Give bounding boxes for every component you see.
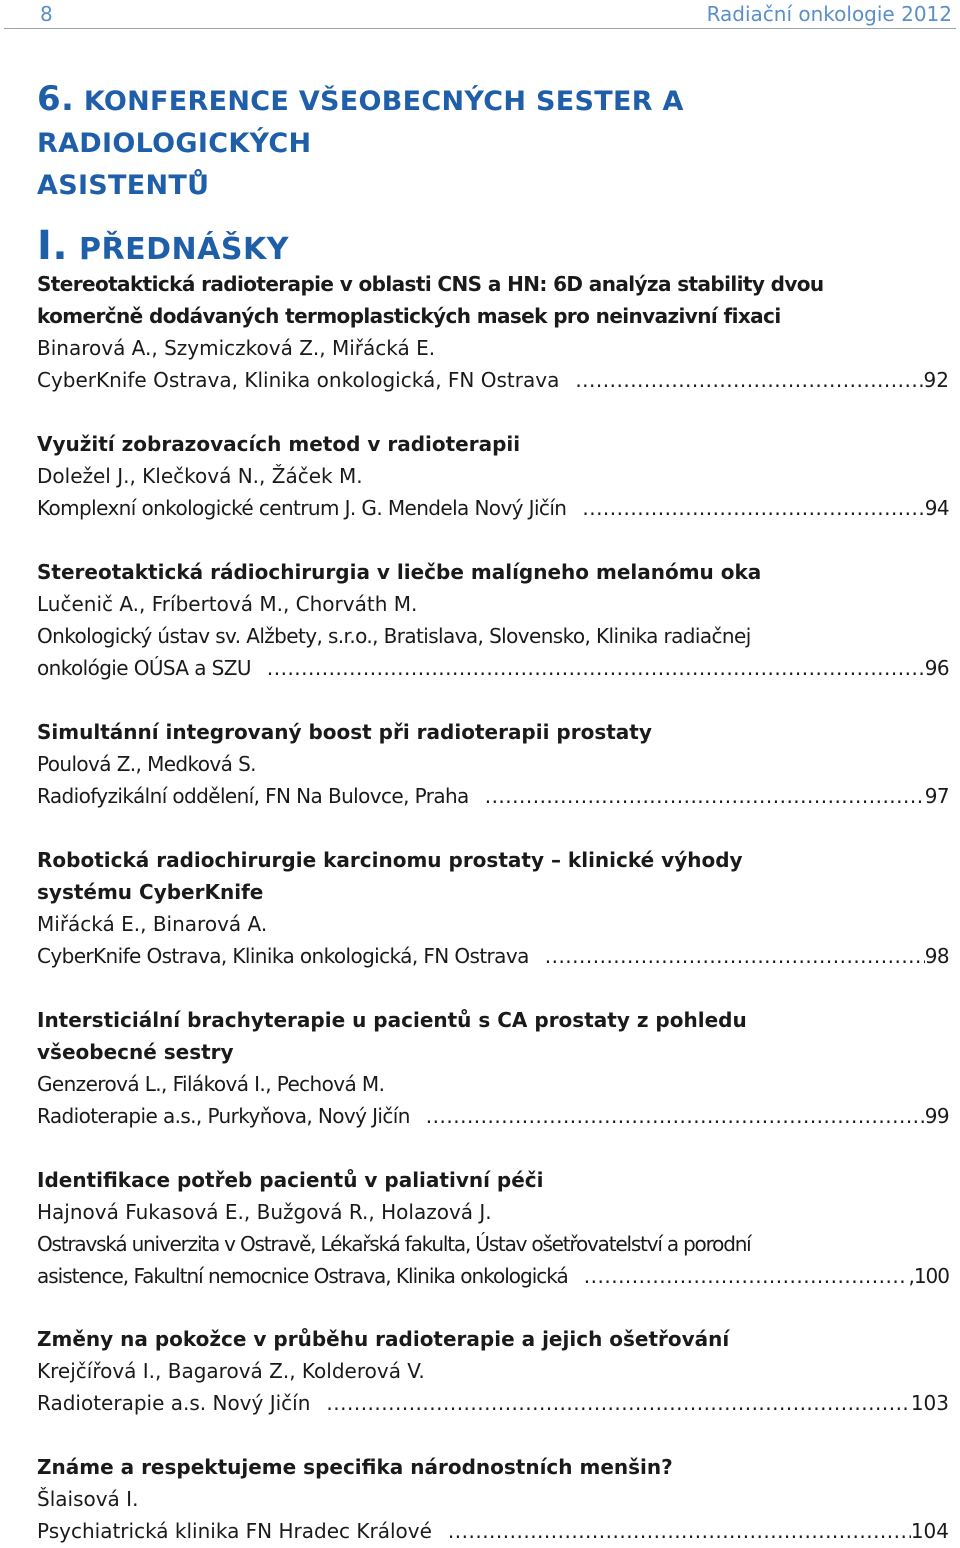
entry-affiliation-row	[37, 492, 949, 524]
toc-entry[interactable]	[37, 716, 949, 812]
entry-affiliation-row	[37, 1260, 949, 1292]
toc-entry[interactable]	[37, 268, 949, 396]
entry-affiliation-row	[37, 780, 949, 812]
entry-affiliation: CyberKnife Ostrava, Klinika onkologická, FN Ostrava	[37, 944, 529, 968]
entry-title: Změny na pokožce v průběhu radioterapie a jejich ošetřování	[37, 1327, 730, 1351]
entry-page[interactable]: 104	[910, 1519, 949, 1543]
toc-entry[interactable]	[37, 556, 949, 684]
conference-number: 6.	[37, 79, 75, 119]
conference-title-line2: ASISTENTŮ	[37, 170, 210, 201]
toc-entry[interactable]	[37, 844, 949, 972]
leader-dots	[267, 652, 925, 684]
entry-affiliation: Onkologický ústav sv. Alžbety, s.r.o., Bratislava, Slovensko, Klinika radiačnej	[37, 624, 751, 648]
entry-page[interactable]: 98	[924, 944, 949, 968]
leader-dots	[545, 940, 925, 972]
entry-affiliation: Radiofyzikální oddělení, FN Na Bulovce, Praha	[37, 784, 469, 808]
entry-affiliation: Radioterapie a.s., Purkyňova, Nový Jičín	[37, 1104, 410, 1128]
toc-entry[interactable]	[37, 1164, 949, 1292]
entry-title: Stereotaktická radioterapie v oblasti CNS a HN: 6D analýza stability dvou	[37, 272, 824, 296]
section-number: I.	[37, 223, 69, 269]
entry-title: systému CyberKnife	[37, 880, 264, 904]
entry-affiliation: CyberKnife Ostrava, Klinika onkologická, FN Ostrava	[37, 368, 560, 392]
toc-entry[interactable]	[37, 1004, 949, 1132]
entry-page[interactable]: ,100	[908, 1264, 949, 1288]
toc-entry[interactable]	[37, 428, 949, 524]
entry-title: Využití zobrazovacích metod v radioterapii	[37, 432, 521, 456]
entry-authors: Miřácká E., Binarová A.	[37, 912, 268, 936]
conference-title-line1: KONFERENCE VŠEOBECNÝCH SESTER A RADIOLOGICKÝCH	[37, 86, 684, 159]
entry-page[interactable]: 97	[924, 784, 949, 808]
entry-affiliation-row	[37, 364, 949, 396]
entry-page[interactable]: 94	[924, 496, 949, 520]
entry-page[interactable]: 99	[924, 1104, 949, 1128]
entry-affiliation: Komplexní onkologické centrum J. G. Mendela Nový Jičín	[37, 496, 567, 520]
entry-affiliation-row	[37, 1100, 949, 1132]
leader-dots	[448, 1515, 911, 1547]
entry-title: Intersticiální brachyterapie u pacientů s CA prostaty z pohledu	[37, 1008, 747, 1032]
conference-title	[37, 78, 937, 207]
toc-entry[interactable]	[37, 1323, 949, 1419]
section-title-text: PŘEDNÁŠKY	[79, 232, 289, 267]
leader-dots	[426, 1100, 925, 1132]
toc-entry[interactable]	[37, 1451, 949, 1547]
leader-dots	[575, 364, 923, 396]
entry-page[interactable]: 103	[910, 1391, 949, 1415]
entry-affiliation-row	[37, 940, 949, 972]
page-number: 8	[40, 2, 53, 26]
entry-affiliation-row	[37, 1387, 949, 1419]
leader-dots	[485, 780, 925, 812]
page-header	[0, 0, 960, 30]
entry-authors: Krejčířová I., Bagarová Z., Kolderová V.	[37, 1359, 425, 1383]
leader-dots	[582, 492, 924, 524]
entry-authors: Genzerová L., Filáková I., Pechová M.	[37, 1072, 385, 1096]
entry-title: Identifikace potřeb pacientů v paliativní péči	[37, 1168, 544, 1192]
entry-authors: Binarová A., Szymiczková Z., Miřácká E.	[37, 336, 436, 360]
entry-page[interactable]: 92	[923, 368, 949, 392]
entry-affiliation: Psychiatrická klinika FN Hradec Králové	[37, 1519, 432, 1543]
entry-title: komerčně dodávaných termoplastických masek pro neinvazivní fixaci	[37, 304, 781, 328]
entry-authors: Lučenič A., Fríbertová M., Chorváth M.	[37, 592, 418, 616]
entry-title: všeobecné sestry	[37, 1040, 234, 1064]
leader-dots	[584, 1260, 909, 1292]
journal-title: Radiační onkologie 2012	[706, 2, 952, 26]
entry-authors: Poulová Z., Medková S.	[37, 752, 256, 776]
entry-authors: Hajnová Fukasová E., Bužgová R., Holazová J.	[37, 1200, 492, 1224]
entry-affiliation: Ostravská univerzita v Ostravě, Lékařská fakulta, Ústav ošetřovatelství a porodní	[37, 1232, 751, 1256]
entry-affiliation: asistence, Fakultní nemocnice Ostrava, Klinika onkologická	[37, 1264, 568, 1288]
entry-affiliation: onkológie OÚSA a SZU	[37, 656, 251, 680]
entry-title: Simultánní integrovaný boost při radioterapii prostaty	[37, 720, 652, 744]
entry-title: Robotická radiochirurgie karcinomu prostaty – klinické výhody	[37, 848, 743, 872]
entry-affiliation-row	[37, 652, 949, 684]
entry-authors: Doležel J., Klečková N., Žáček M.	[37, 464, 363, 488]
entry-title: Stereotaktická rádiochirurgia v liečbe malígneho melanómu oka	[37, 560, 762, 584]
section-title	[37, 222, 289, 274]
entry-title: Známe a respektujeme specifika národnostních menšin?	[37, 1455, 673, 1479]
entry-affiliation: Radioterapie a.s. Nový Jičín	[37, 1391, 311, 1415]
header-rule	[4, 28, 956, 29]
entry-authors: Šlaisová I.	[37, 1487, 139, 1511]
entry-affiliation-row	[37, 1515, 949, 1547]
leader-dots	[326, 1387, 910, 1419]
entry-page[interactable]: 96	[924, 656, 949, 680]
